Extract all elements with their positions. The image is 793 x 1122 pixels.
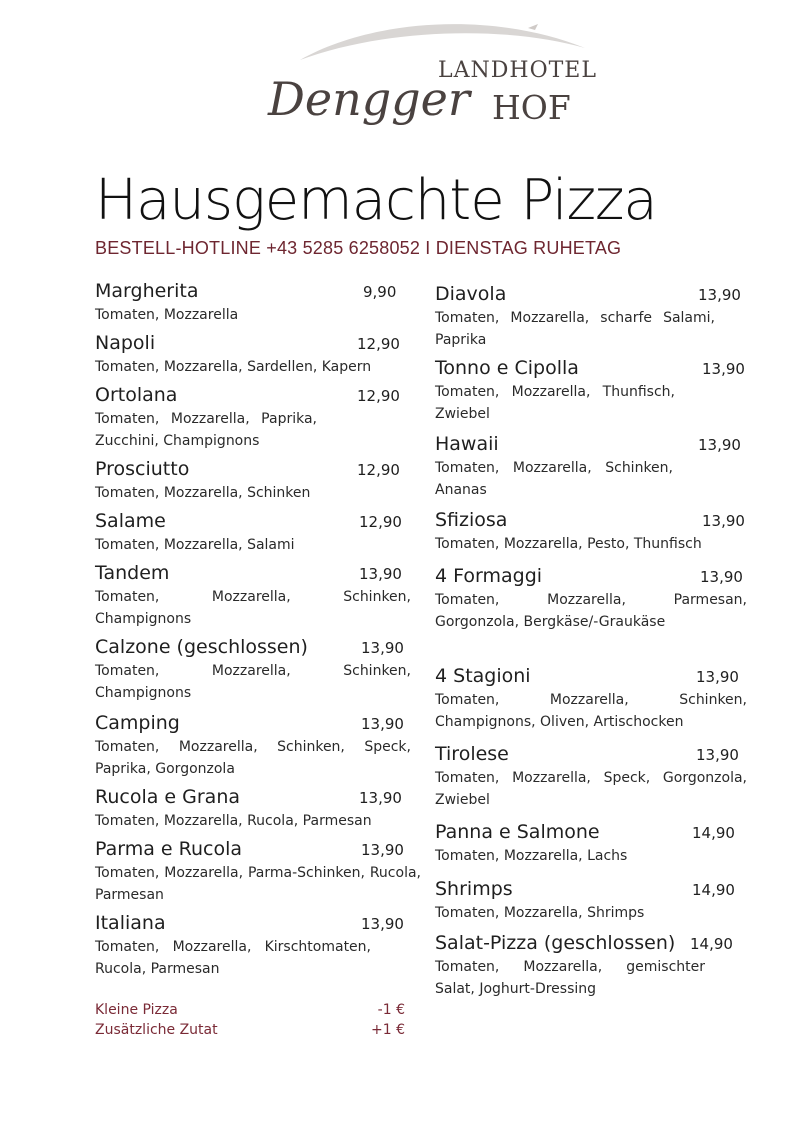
item-name: Tonno e Cipolla	[435, 357, 579, 379]
logo-hof: HOF	[492, 88, 571, 127]
item-price: 13,90	[359, 789, 402, 807]
item-name: Diavola	[435, 283, 507, 305]
extra-row	[95, 1022, 405, 1042]
item-name: Margherita	[95, 280, 199, 302]
item-description: Tomaten, Mozzarella, Sardellen, Kapern	[95, 359, 372, 375]
item-name: 4 Formaggi	[435, 565, 543, 587]
extra-label: Kleine Pizza	[95, 1002, 178, 1018]
item-name: Tandem	[95, 562, 170, 584]
item-price: 13,90	[698, 286, 741, 304]
item-name: Parma e Rucola	[95, 838, 243, 860]
item-description: Tomaten, Mozzarella	[95, 307, 239, 323]
item-price: 13,90	[696, 746, 739, 764]
item-name: Calzone (geschlossen)	[95, 636, 308, 658]
item-price: 14,90	[690, 935, 733, 953]
item-description: Tomaten, Mozzarella, scharfe Salami, Paprika	[435, 310, 715, 348]
extra-label: Zusätzliche Zutat	[95, 1022, 218, 1038]
item-name: Napoli	[95, 332, 156, 354]
item-price: 13,90	[361, 639, 404, 657]
item-price: 13,90	[361, 841, 404, 859]
item-price: 13,90	[700, 568, 743, 586]
item-description: Tomaten, Mozzarella, Schinken	[95, 485, 311, 501]
item-description: Tomaten, Mozzarella, Thunfisch, Zwiebel	[435, 384, 675, 422]
item-name: Tirolese	[435, 743, 509, 765]
item-price: 13,90	[698, 436, 741, 454]
item-price: 12,90	[357, 461, 400, 479]
item-price: 14,90	[692, 824, 735, 842]
hotel-logo	[260, 10, 620, 130]
item-description: Tomaten, Mozzarella, Schinken, Ananas	[435, 460, 673, 498]
item-name: Camping	[95, 712, 180, 734]
item-price: 9,90	[363, 283, 397, 301]
item-price: 12,90	[357, 387, 400, 405]
item-description: Tomaten, Mozzarella, Lachs	[435, 848, 628, 864]
item-description: Tomaten, Mozzarella, Schinken, Champignons	[95, 589, 411, 627]
item-description: Tomaten, Mozzarella, Salami	[95, 537, 295, 553]
item-price: 13,90	[361, 915, 404, 933]
item-description: Tomaten, Mozzarella, Parmesan, Gorgonzola, Bergkäse/-Graukäse	[435, 592, 747, 630]
item-name: 4 Stagioni	[435, 665, 531, 687]
page-title: Hausgemachte Pizza	[95, 168, 657, 233]
item-price: 13,90	[702, 512, 745, 530]
item-description: Tomaten, Mozzarella, Kirschtomaten, Rucola, Parmesan	[95, 939, 371, 977]
item-name: Rucola e Grana	[95, 786, 241, 808]
item-name: Salat-Pizza (geschlossen)	[435, 932, 676, 954]
item-name: Sfiziosa	[435, 509, 508, 531]
item-price: 13,90	[696, 668, 739, 686]
item-description: Tomaten, Mozzarella, Pesto, Thunfisch	[435, 536, 702, 552]
item-price: 13,90	[702, 360, 745, 378]
logo-dengger: Dengger	[268, 72, 470, 126]
item-description: Tomaten, Mozzarella, Shrimps	[435, 905, 645, 921]
item-description: Tomaten, Mozzarella, Schinken, Speck, Paprika, Gorgonzola	[95, 739, 411, 777]
item-price: 12,90	[359, 513, 402, 531]
item-description: Tomaten, Mozzarella, Speck, Gorgonzola, Zwiebel	[435, 770, 747, 808]
item-price: 13,90	[361, 715, 404, 733]
item-description: Tomaten, Mozzarella, Parma-Schinken, Rucola, Parmesan	[95, 865, 421, 903]
extra-row	[95, 1002, 405, 1022]
extra-value: -1 €	[377, 1002, 405, 1018]
item-description: Tomaten, Mozzarella, Schinken, Champignons	[95, 663, 411, 701]
extras-list	[95, 1002, 405, 1042]
item-price: 13,90	[359, 565, 402, 583]
item-name: Hawaii	[435, 433, 499, 455]
item-name: Prosciutto	[95, 458, 190, 480]
item-name: Salame	[95, 510, 166, 532]
item-description: Tomaten, Mozzarella, gemischter Salat, Joghurt-Dressing	[435, 959, 705, 997]
item-description: Tomaten, Mozzarella, Rucola, Parmesan	[95, 813, 372, 829]
item-name: Shrimps	[435, 878, 513, 900]
hotline-info: BESTELL-HOTLINE +43 5285 6258052 I DIENSTAG RUHETAG	[95, 238, 622, 258]
item-description: Tomaten, Mozzarella, Paprika, Zucchini, Champignons	[95, 411, 317, 449]
item-name: Italiana	[95, 912, 166, 934]
item-description: Tomaten, Mozzarella, Schinken, Champignons, Oliven, Artischocken	[435, 692, 747, 730]
extra-value: +1 €	[371, 1022, 405, 1038]
logo-landhotel: LANDHOTEL	[438, 58, 597, 83]
item-name: Panna e Salmone	[435, 821, 600, 843]
item-price: 14,90	[692, 881, 735, 899]
item-price: 12,90	[357, 335, 400, 353]
item-name: Ortolana	[95, 384, 178, 406]
